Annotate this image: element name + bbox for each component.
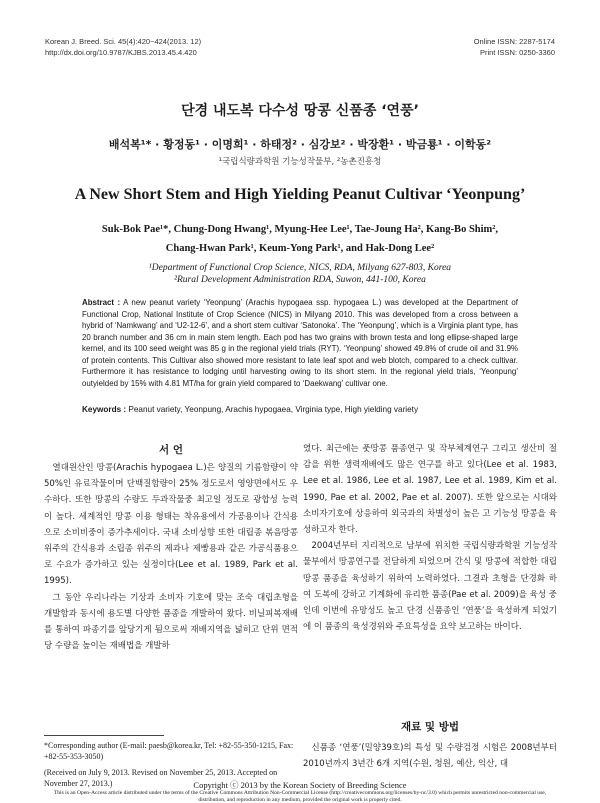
right-column [303, 441, 557, 635]
keywords [82, 405, 518, 414]
english-title: A New Short Stem and High Yielding Peanut Cultivar ‘Yeonpung’ [74, 186, 526, 203]
authors-line-1: Suk-Bok Pae¹*, Chung-Dong Hwang¹, Myung-Hee Lee¹, Tae-Joung Ha², Kang-Bo Shim², [101, 224, 499, 235]
korean-affiliation: ¹국립식량과학원 기능성작물부, ²농촌진흥청 [218, 157, 382, 167]
intro-paragraph-3: 2004년부터 지리적으로 남부에 위치한 국립식량과학원 기능성작물부에서 땅콩연구를 전담하게 되었으며 간식 및 땅콩에 적합한 대립 땅콩 품종을 육성하기 위하여 노력하였다. 그결과 초형을 단경화 하여 도복에 강하고 기계화에 유리한 품종(Pae et al. 2009)을 육성 중인데 이번에 유망성도 높고 단경 신품종인 ‘연풍’을 육성하게 되었기에 이 품종의 육성경위와 주요특성을 요약 보고하는 바이다. [303, 541, 557, 633]
abstract-label: Abstract : [82, 298, 121, 307]
corresponding-author: *Corresponding author (E-mail: paesb@korea.kr, Tel: +82-55-350-1215, Fax: +82-55-353-3050) [44, 741, 294, 761]
section-heading-materials-methods: 재료 및 방법 [400, 721, 460, 733]
keywords-text: Peanut variety, Yeonpung, Arachis hypogaea, Virginia type, High yielding variety [128, 405, 419, 414]
affiliation-line-1: ¹Department of Functional Crop Science, NICS, RDA, Milyang 627-803, Korea [148, 263, 452, 273]
abstract-text: A new peanut variety ‘Yeonpung’ (Arachis hypogaea ssp. hypogaea L.) was developed at the Department of Functional Crop, National Institute of Crop Science (NICS) in Milyang 2010. This was developed from a cross between a hybrid of ‘Namkwang’ and ‘U2-12-6’, and a short stem cultivar ‘Satonoka’. The ‘Yeonpung’, which is a Virginia plant type, has 20 branch number and 36 cm in main stem length. Each pod has two grains with brown testa and long ellipse-shaped large kernel, and its 100 seed weight was 85 g in the regional yield trials (RYT). ‘Yeonpung’ showed 49.8% of crude oil and 31.9% of protein contents. This Cultivar also showed more resistant to late leaf spot and web blotch, compared to a check cultivar. Furthermore it has resistance to lodging until harvesting owing to its short stem. In the regional yield trials, ‘Yeonpung’ outyielded by 15% with 4.81 MT/ha for grain yield compared to ‘Daekwang’ cultivar one. [82, 298, 518, 388]
korean-authors: 배석복¹* · 황정동¹ · 이명희¹ · 하태정² · 심강보² · 박장환¹ · 박금룡¹ · 이학동² [108, 138, 492, 151]
english-affiliation [0, 262, 600, 286]
korean-title: 단경 내도복 다수성 땅콩 신품종 ‘연풍’ [181, 103, 419, 119]
open-access-notice: This is an Open-Access article distributed under the terms of the Creative Commons Attribution Non-Commercial License (http://creativecommons.org/licenses/by-nc/3.0) which permits unrestricted non-commercial use, distribution, and reproduction in any medium, provided the original work is properly cited. [53, 790, 547, 803]
journal-citation: Korean J. Breed. Sci. 45(4):420~424(2013. 12) [45, 37, 202, 46]
affiliation-line-2: ²Rural Development Administration RDA, Suwon, 441-100, Korea [174, 275, 426, 285]
intro-paragraph-2: 그 동안 우리나라는 기상과 소비자 기호에 맞는 조숙 대립초형을 개발함과 동시에 용도별 다양한 품종을 개발하여 왔다. 비닐피복재배를 통하여 파종기를 앞당기게 됨으로써 재배지역을 넓히고 단위 면적당 수량을 높이는 재배법을 개발하 [44, 592, 298, 652]
journal-header [45, 36, 201, 58]
english-authors [60, 220, 540, 258]
abstract [82, 297, 518, 389]
left-column [44, 460, 298, 654]
methods-column [303, 740, 557, 772]
methods-paragraph-1: 신품종 ‘연풍’(밀양39호)의 특성 및 수량검정 시험은 2008년부터 2010년까지 3년간 6개 지역(수원, 청원, 예산, 익산, 대 [303, 743, 557, 770]
intro-paragraph-continued: 였다. 최근에는 풋땅콩 품종연구 및 작부체계연구 그리고 생산비 절감을 위한 생력재배에도 많은 연구를 하고 있다(Lee et al. 1983, Lee et al. 1986, Lee et al. 1987, Lee et al. 1989, Kim et al. 1990, Pae et al. 2002, Pae et al. 2007). 또한 앞으로는 시대와 소비자기호에 상응하여 외국과의 차별성이 높은 고 기능성 땅콩을 육성하고자 한다. [303, 444, 557, 536]
intro-paragraph-1: 열대원산인 땅콩(Arachis hypogaea L.)은 양질의 기름함량이 약 50%인 유료작물이며 단백질함량이 25% 정도로서 영양면에서도 우수하다. 또한 땅콩의 수량도 두과작물중 최고일 정도로 광합성 능력이 높다. 세계적인 땅콩 이용 형태는 착유용에서 가공용이나 간식용으로 소비비중이 증가추세이다. 국내 소비성향 또한 대립종 볶음땅콩 위주의 간식용과 소립종 위주의 제과나 제빵용과 같은 가공식품용으로 수요가 증가하고 있는 실정이다(Lee et al. 1989, Park et al. 1995). [44, 463, 298, 587]
issn-header [474, 36, 555, 58]
copyright-notice: Copyright ⓒ 2013 by the Korean Society of Breeding Science [193, 780, 407, 790]
doi-link[interactable]: http://dx.doi.org/10.9787/KJBS.2013.45.4.420 [45, 48, 197, 57]
print-issn: Print ISSN: 0250-3360 [479, 48, 555, 57]
section-heading-introduction: 서 언 [159, 444, 183, 456]
authors-line-2: Chang-Hwan Park¹, Keum-Yong Park¹, and Hak-Dong Lee² [165, 243, 435, 254]
received-dates: (Received on July 9, 2013. Revised on November 25, 2013. Accepted on November 27, 2013.) [44, 768, 278, 788]
online-issn: Online ISSN: 2287-5174 [473, 37, 555, 46]
keywords-label: Keywords : [82, 405, 127, 414]
footnote-divider [44, 735, 164, 736]
